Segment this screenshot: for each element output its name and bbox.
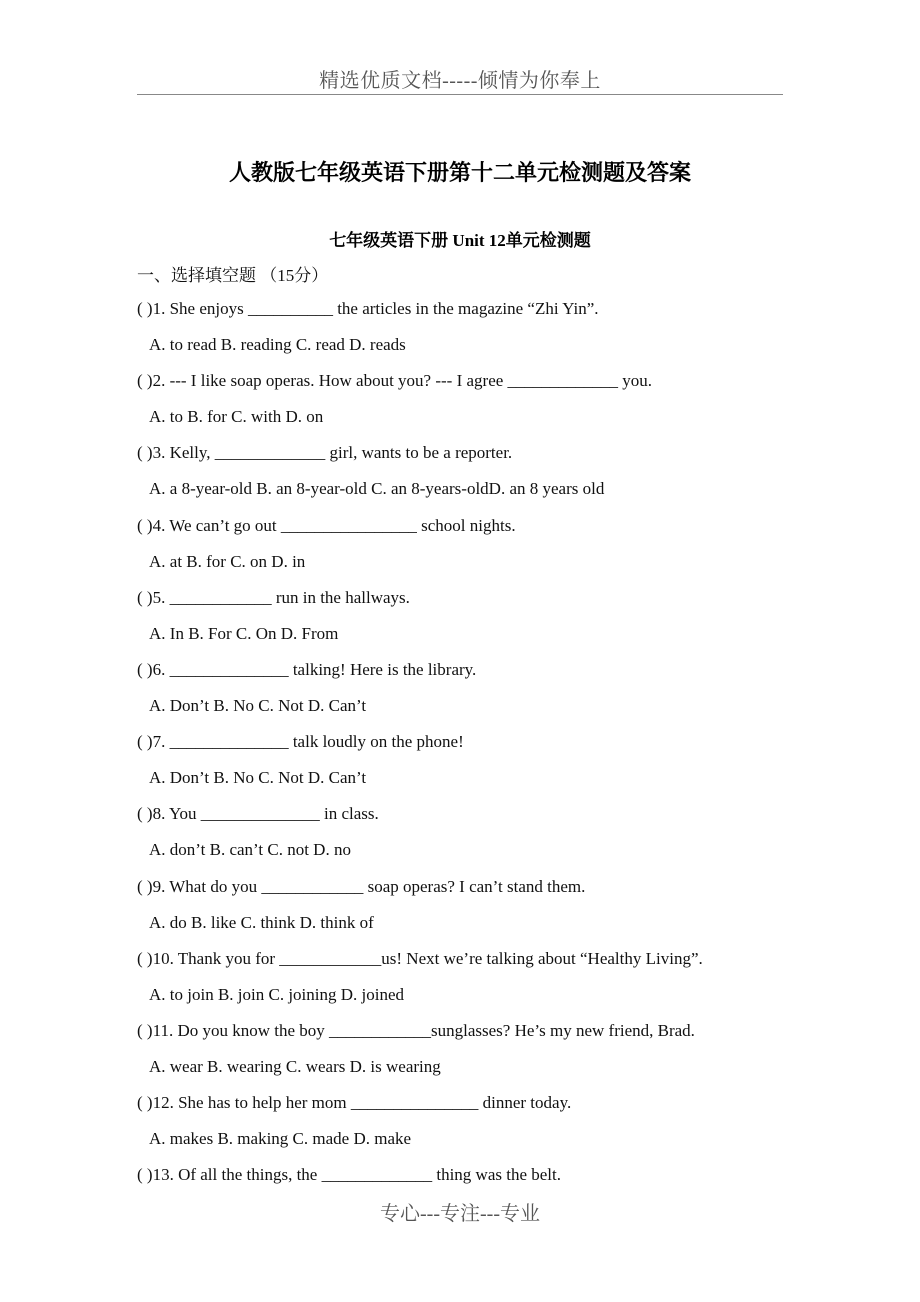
question-5-options: A. In B. For C. On D. From (149, 623, 339, 643)
question-4: ( )4. We can’t go out ________________ school nights. (137, 515, 516, 535)
question-3: ( )3. Kelly, _____________ girl, wants to be a reporter. (137, 443, 513, 463)
question-11-options: A. wear B. wearing C. wears D. is wearing (149, 1056, 441, 1076)
question-5: ( )5. ____________ run in the hallways. (137, 587, 410, 607)
question-list (137, 297, 777, 1199)
header-divider (137, 94, 783, 95)
question-12-options: A. makes B. making C. made D. make (149, 1129, 412, 1149)
question-12: ( )12. She has to help her mom _______________ dinner today. (137, 1093, 572, 1113)
question-7: ( )7. ______________ talk loudly on the phone! (137, 732, 464, 752)
page-footer: 专心---专注---专业 (380, 1203, 540, 1225)
question-2-options: A. to B. for C. with D. on (149, 407, 324, 427)
question-1: ( )1. She enjoys __________ the articles in the magazine “Zhi Yin”. (137, 299, 599, 318)
question-3-options: A. a 8-year-old B. an 8-year-old C. an 8-years-oldD. an 8 years old (149, 479, 605, 499)
question-10: ( )10. Thank you for ____________us! Next we’re talking about “Healthy Living”. (137, 948, 703, 968)
question-6: ( )6. ______________ talking! Here is the library. (137, 659, 477, 679)
section-heading: 一、选择填空题 （15分） (137, 266, 329, 285)
document-title: 人教版七年级英语下册第十二单元检测题及答案 (228, 161, 691, 186)
question-13: ( )13. Of all the things, the _____________ thing was the belt. (137, 1165, 561, 1185)
question-11: ( )11. Do you know the boy ____________sunglasses? He’s my new friend, Brad. (137, 1020, 695, 1040)
question-8: ( )8. You ______________ in class. (137, 804, 379, 824)
question-9: ( )9. What do you ____________ soap operas? I can’t stand them. (137, 876, 586, 896)
question-1-options: A. to read B. reading C. read D. reads (149, 335, 406, 355)
document-subtitle: 七年级英语下册 Unit 12单元检测题 (329, 231, 591, 250)
question-2: ( )2. --- I like soap operas. How about you? --- I agree _____________ you. (137, 371, 653, 391)
question-9-options: A. do B. like C. think D. think of (149, 912, 374, 932)
question-4-options: A. at B. for C. on D. in (149, 551, 306, 571)
question-8-options: A. don’t B. can’t C. not D. no (149, 840, 351, 860)
page-header: 精选优质文档-----倾情为你奉上 (319, 70, 601, 92)
question-7-options: A. Don’t B. No C. Not D. Can’t (149, 768, 367, 788)
question-6-options: A. Don’t B. No C. Not D. Can’t (149, 696, 367, 716)
question-10-options: A. to join B. join C. joining D. joined (149, 984, 405, 1004)
